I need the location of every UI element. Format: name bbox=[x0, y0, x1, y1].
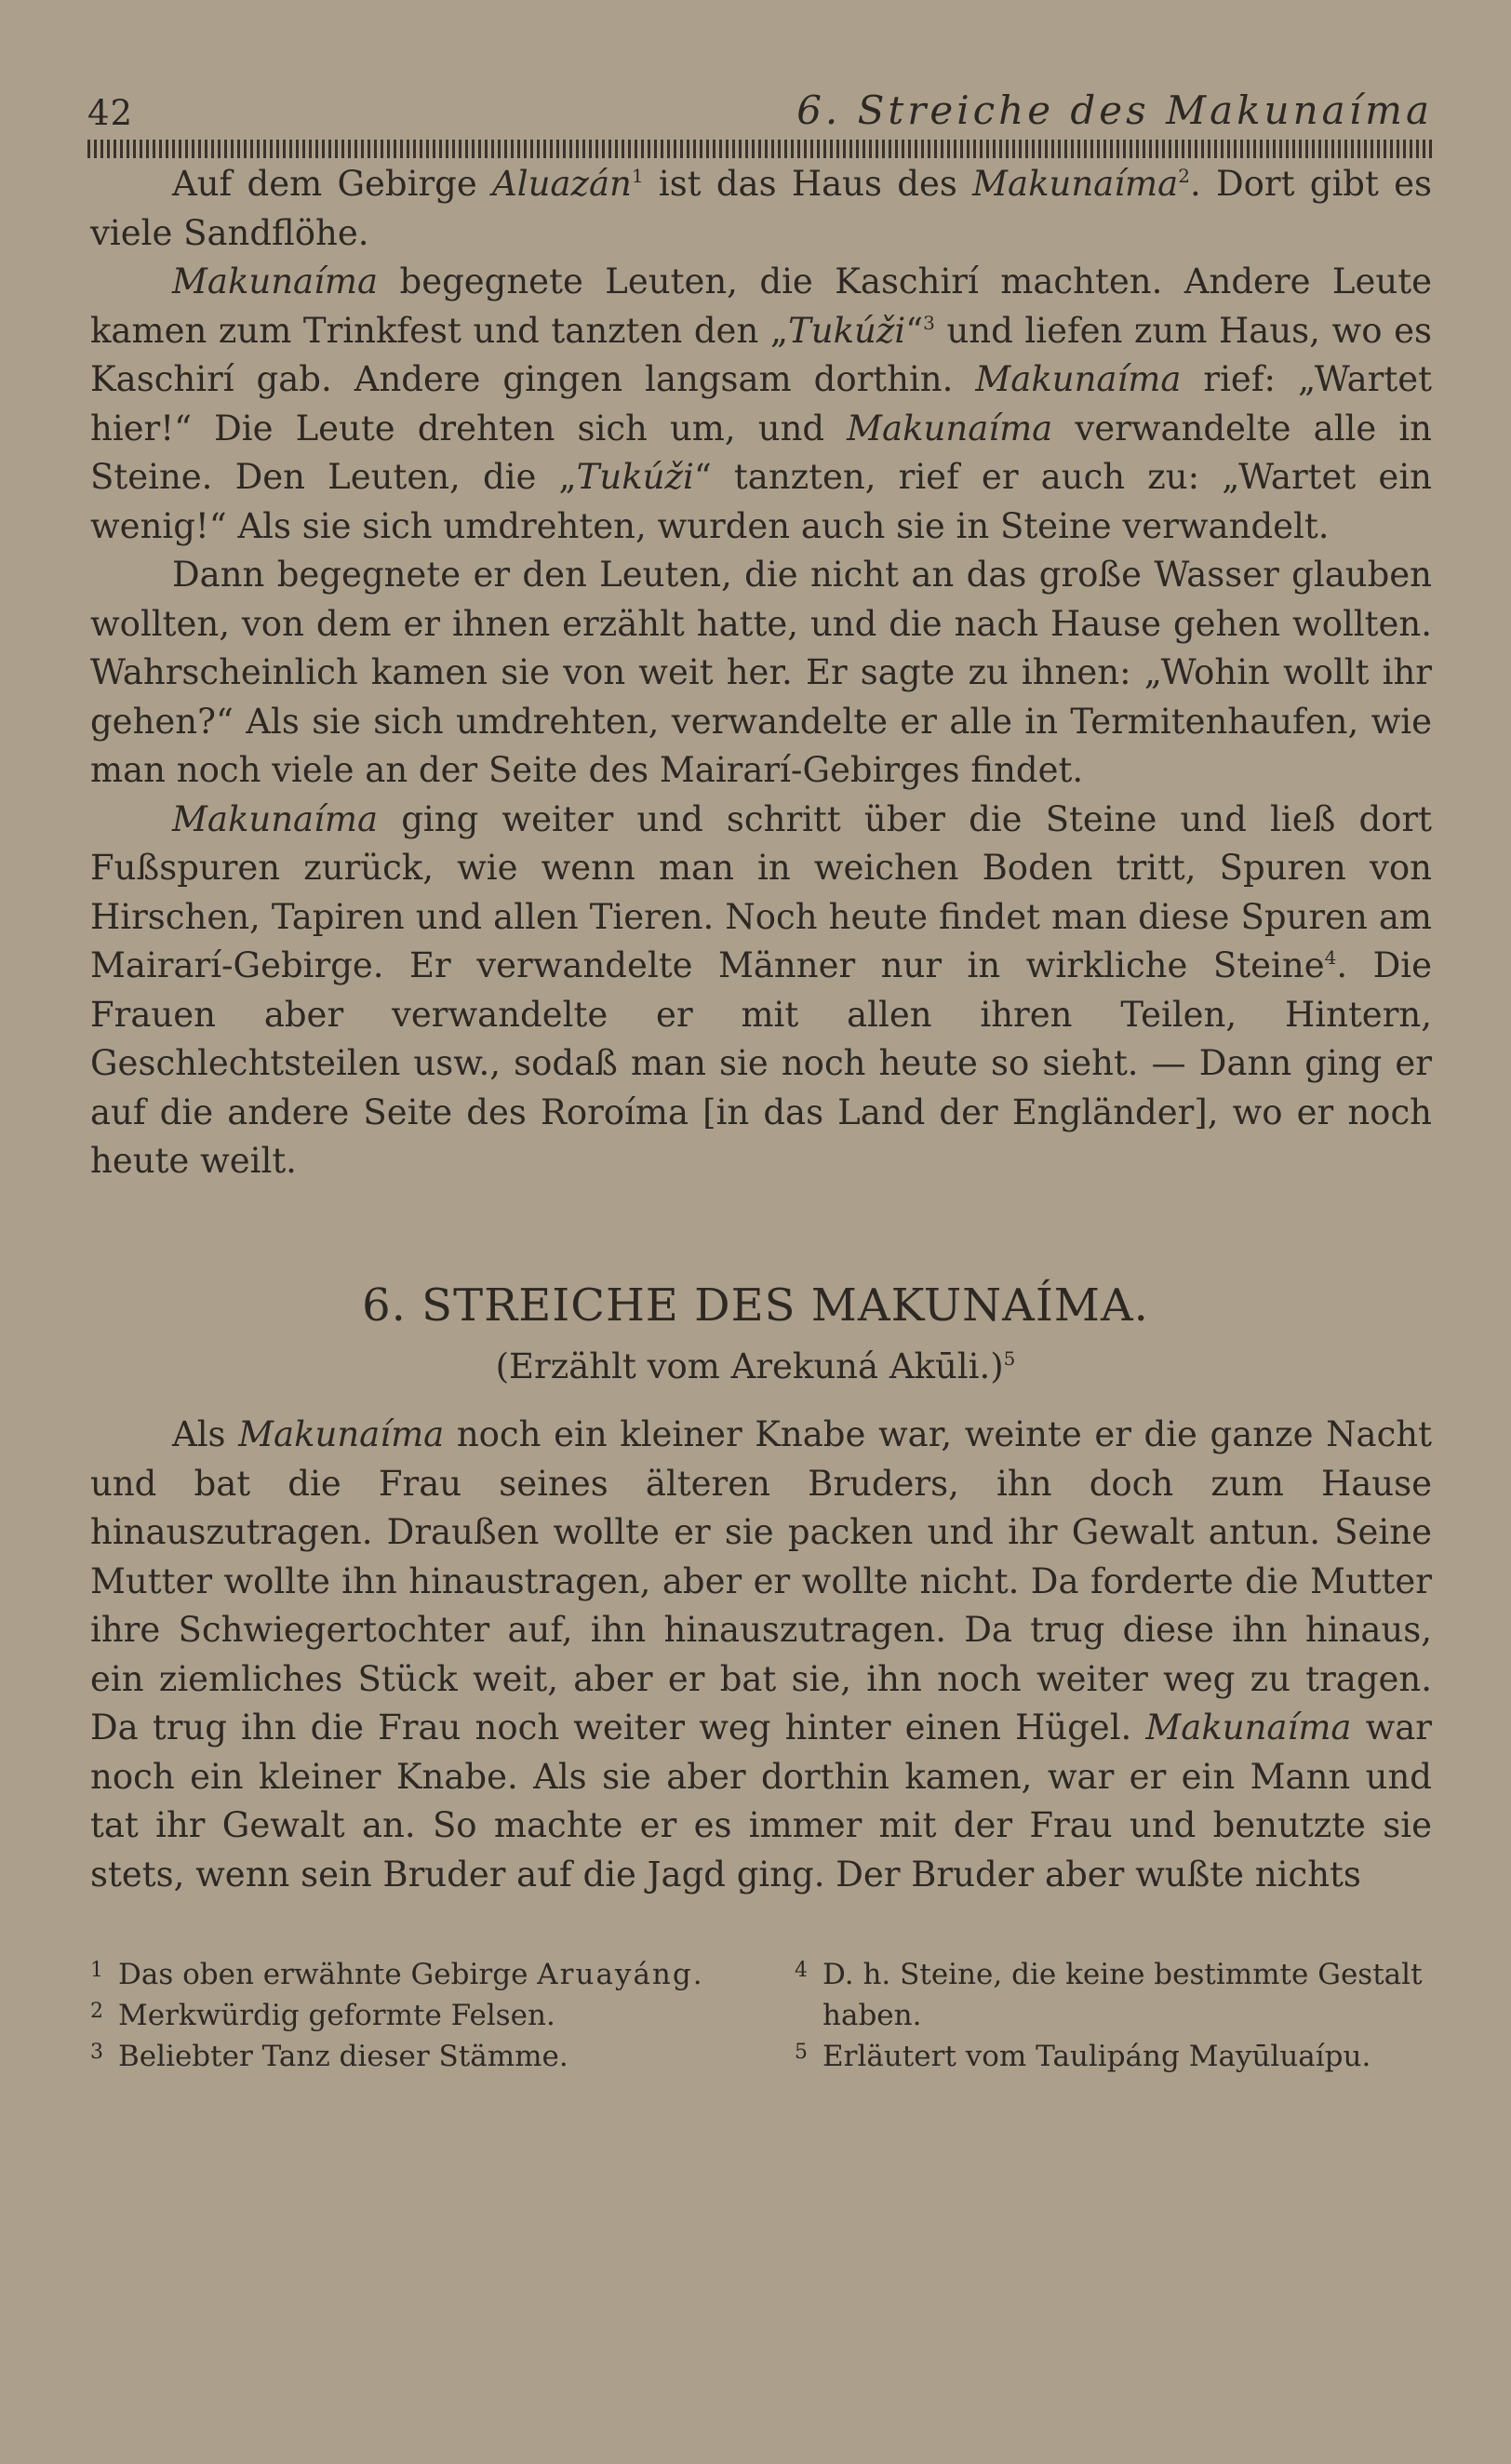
footnote-marker: 3 bbox=[90, 2041, 103, 2064]
text-run: . Dort gibt es viele Sandflöhe. bbox=[90, 164, 1433, 253]
footnote-marker: 1 bbox=[90, 1959, 103, 1982]
paragraph bbox=[90, 160, 1432, 258]
text-run: ging weiter und schritt über die Steine und ließ dort Fußspuren zurück, wie wenn man in weichen Boden tritt, Spuren von Hirschen, Tapiren und allen Tieren. Noch heute findet man diese Spuren am Mairarí-Gebirge. Er verwandelte Männer nur in wirkliche Steine bbox=[90, 798, 1432, 985]
footnote-text: Beliebter Tanz dieser Stämme. bbox=[118, 2040, 568, 2073]
page-number: 42 bbox=[87, 93, 134, 133]
paragraph bbox=[90, 1411, 1432, 1899]
footnote-text: Aruayáng bbox=[537, 1958, 693, 1991]
footnote-text: D. h. Steine, die keine bestimmte Gestalt haben. bbox=[822, 1958, 1423, 2032]
running-title: 6. Streiche des Makunaíma bbox=[796, 87, 1433, 133]
footnote-reference: 3 bbox=[923, 311, 935, 334]
text-run: “ tanzten, rief er auch zu: „Wartet ein wenig!“ Als sie sich umdrehten, wurden auch sie in Steine verwandelt. bbox=[90, 457, 1432, 546]
footnote-text: Merkwürdig geformte Felsen. bbox=[118, 1999, 555, 2032]
footnote bbox=[90, 1954, 751, 1995]
italic-text: Makunaíma bbox=[1145, 1707, 1352, 1748]
italic-text: Makunaíma bbox=[172, 798, 379, 839]
paragraph bbox=[90, 258, 1432, 551]
footnote-reference: 4 bbox=[1324, 946, 1337, 969]
footnote-text: Das oben erwähnte Gebirge bbox=[118, 1958, 538, 1991]
italic-text: Makunaíma bbox=[172, 261, 379, 301]
text-run: verwandelte alle in Steine. Den Leuten, die „ bbox=[90, 408, 1432, 497]
text-run: ist das Haus des bbox=[643, 164, 973, 204]
footnote bbox=[90, 1995, 751, 2036]
section-subtitle bbox=[0, 1346, 1511, 1386]
italic-text: Aluazán bbox=[492, 164, 632, 204]
text-run: war noch ein kleiner Knabe. Als sie aber dorthin kamen, war er ein Mann und tat ihr Gewalt an. So machte er es immer mit der Frau und benutzte sie stets, wenn sein Bruder auf die Jagd ging. Der Bruder aber wußte nichts bbox=[90, 1707, 1432, 1895]
section-subtitle-text: (Erzählt vom Arekuná Akūli.) bbox=[495, 1346, 1004, 1386]
footnotes-right-column bbox=[795, 1954, 1432, 2077]
footnote-marker: 4 bbox=[795, 1959, 808, 1982]
italic-text: Makunaíma bbox=[238, 1414, 445, 1454]
italic-text: Makunaíma bbox=[975, 359, 1182, 399]
paragraph bbox=[90, 551, 1432, 796]
footnote bbox=[795, 2036, 1432, 2077]
text-run: begegnete Leuten, die Kaschirí machten. Andere Leute kamen zum Trinkfest und tanzten den „ bbox=[90, 261, 1432, 351]
body-text-top bbox=[90, 160, 1432, 1186]
text-run: Als bbox=[172, 1414, 239, 1454]
ornamental-rule bbox=[87, 140, 1433, 158]
text-run: noch ein kleiner Knabe war, weinte er die ganze Nacht und bat die Frau seines älteren Bruders, ihn doch zum Hause hinauszutragen. Draußen wollte er sie packen und ihr Gewalt antun. Seine Mutter wollte ihn hinaustragen, aber er wollte nicht. Da forderte die Mutter ihre Schwiegertochter auf, ihn hinauszutragen. Da trug diese ihn hinaus, ein ziemliches Stück weit, aber er bat sie, ihn noch weiter weg zu tragen. Da trug ihn die Frau noch weiter weg hinter einen Hügel. bbox=[90, 1414, 1432, 1748]
text-run: “ bbox=[905, 310, 924, 351]
footnote-text: . bbox=[692, 1958, 702, 1991]
italic-text: Makunaíma bbox=[847, 408, 1053, 449]
footnote-marker: 2 bbox=[90, 2000, 103, 2023]
section-subtitle-note: 5 bbox=[1003, 1347, 1016, 1370]
body-text-bottom bbox=[90, 1411, 1432, 1899]
paragraph bbox=[90, 796, 1432, 1186]
italic-text: Tukúži bbox=[788, 310, 906, 351]
section-title: 6. STREICHE DES MAKUNAÍMA. bbox=[362, 1279, 1149, 1332]
footnote-text: Erläutert vom Taulipáng Mayūluaípu. bbox=[822, 2040, 1371, 2073]
footnote-reference: 2 bbox=[1178, 165, 1190, 187]
footnote bbox=[90, 2036, 751, 2077]
footnote-marker: 5 bbox=[795, 2041, 808, 2064]
italic-text: Makunaíma bbox=[972, 164, 1179, 204]
footnotes-left-column bbox=[90, 1954, 751, 2077]
text-run: Auf dem Gebirge bbox=[172, 164, 493, 204]
footnote-reference: 1 bbox=[631, 165, 644, 187]
footnote bbox=[795, 1954, 1432, 2036]
page-header bbox=[87, 86, 1433, 134]
text-run: rief: „Wartet hier!“ Die Leute drehten sich um, und bbox=[90, 359, 1432, 449]
text-run: . Die Frauen aber verwandelte er mit allen ihren Teilen, Hintern, Geschlechtsteilen usw., sodaß man sie noch heute so sieht. — Dann ging er auf die andere Seite des Roroíma [in das Land der Engländer], wo er noch heute weilt. bbox=[90, 945, 1432, 1181]
italic-text: Tukúži bbox=[576, 457, 694, 497]
text-run: und liefen zum Haus, wo es Kaschirí gab. Andere gingen langsam dorthin. bbox=[90, 310, 1432, 399]
text-run: Dann begegnete er den Leuten, die nicht an das große Wasser glauben wollten, von dem er ihnen erzählt hatte, und die nach Hause gehen wollten. Wahrscheinlich kamen sie von weit her. Er sagte zu ihnen: „Wohin wollt ihr gehen?“ Als sie sich umdrehten, verwandelte er alle in Termitenhaufen, wie man noch viele an der Seite des Mairarí-Gebirges findet. bbox=[90, 555, 1432, 790]
